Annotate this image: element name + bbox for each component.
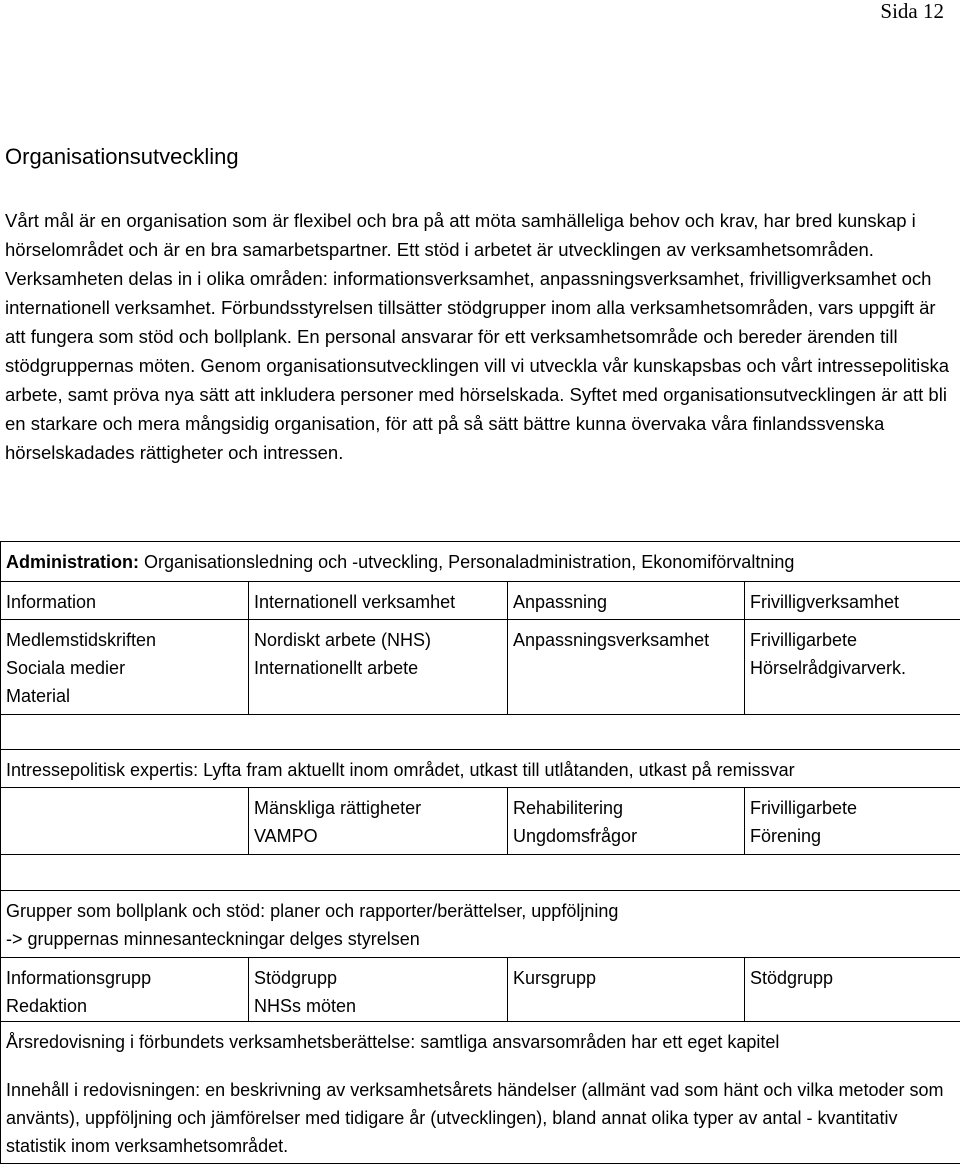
area-content-information — [1, 620, 249, 715]
area-header-adaptation: Anpassning — [508, 582, 745, 620]
list-item: Förening — [750, 826, 822, 846]
admin-text: Organisationsledning och -utveckling, Personaladministration, Ekonomiförvaltning — [139, 552, 795, 572]
area-header-international: Internationell verksamhet — [249, 582, 508, 620]
list-item: Hörselrådgivarverk. — [750, 658, 907, 678]
area-content-volunteer — [745, 620, 960, 715]
spacer-cell — [1, 715, 960, 750]
groups-content-volunteer — [745, 958, 960, 1022]
groups-content-information — [1, 958, 249, 1022]
list-item: Frivilligarbete — [750, 630, 858, 650]
list-item: Internationellt arbete — [254, 658, 419, 678]
groups-row — [1, 891, 960, 958]
groups-text-line: Grupper som bollplank och stöd: planer och rapporter/berättelser, uppföljning — [6, 901, 619, 921]
expertise-cell: Intressepolitisk expertis: Lyfta fram aktuellt inom området, utkast till utlåtanden, utkast på remissvar — [1, 750, 960, 788]
area-header-volunteer: Frivilligverksamhet — [745, 582, 960, 620]
admin-label: Administration: — [6, 552, 139, 572]
admin-row — [1, 542, 960, 582]
list-item: Kursgrupp — [513, 968, 597, 988]
groups-cell — [1, 891, 960, 958]
expertise-content-volunteer — [745, 788, 960, 855]
list-item: VAMPO — [254, 826, 318, 846]
groups-text-line: -> gruppernas minnesanteckningar delges styrelsen — [6, 929, 420, 949]
section-heading: Organisationsutveckling — [5, 144, 239, 169]
expertise-content-empty — [1, 788, 249, 855]
expertise-row — [1, 750, 960, 788]
list-item: NHSs möten — [254, 996, 357, 1016]
list-item: Stödgrupp — [750, 968, 834, 988]
report-row — [1, 1022, 960, 1164]
spacer-cell — [1, 855, 960, 891]
list-item: Rehabilitering — [513, 798, 624, 818]
report-text-1: Årsredovisning i förbundets verksamhetsberättelse: samtliga ansvarsområden har ett eget kapitel — [6, 1032, 780, 1052]
list-item: Nordiskt arbete (NHS) — [254, 630, 432, 650]
area-content-adaptation — [508, 620, 745, 715]
area-content-row — [1, 620, 960, 715]
report-text-2: Innehåll i redovisningen: en beskrivning av verksamhetsårets händelser (allmänt vad som hänt och vilka metoder som använts), uppföljning och jämförelser med tidigare år (utvecklingen), bland annat olika typer av antal - kvantitativ statistik inom verksamhetsområdet. — [6, 1080, 944, 1156]
groups-content-international — [249, 958, 508, 1022]
groups-content-row — [1, 958, 960, 1022]
expertise-content-adaptation — [508, 788, 745, 855]
list-item: Material — [6, 686, 71, 706]
spacer-row — [1, 855, 960, 891]
area-header-row — [1, 582, 960, 620]
intro-paragraph: Vårt mål är en organisation som är flexibel och bra på att möta samhälleliga behov och krav, har bred kunskap i hörselområdet och är en bra samarbetspartner. Ett stöd i arbetet är utvecklingen av verksamhetsområden. Verksamheten delas in i olika områden: informationsverksamhet, anpassningsverksamhet, frivilligverksamhet och internationell verksamhet. Förbundsstyrelsen tillsätter stödgrupper inom alla verksamhetsområden, vars uppgift är att fungera som stöd och bollplank. En personal ansvarar för ett verksamhetsområde och bereder ärenden till stödgruppernas möten. Genom organisationsutvecklingen vill vi utveckla vår kunskapsbas och vårt intressepolitiska arbete, samt pröva nya sätt att inkludera personer med hörselskada. Syftet med organisationsutvecklingen är att bli en starkare och mera mångsidig organisation, för att på så sätt bättre kunna övervaka våra finlandssvenska hörselskadades rättigheter och intressen. — [5, 210, 949, 463]
area-content-international — [249, 620, 508, 715]
area-header-information: Information — [1, 582, 249, 620]
list-item: Anpassningsverksamhet — [513, 630, 710, 650]
report-cell — [1, 1022, 960, 1164]
expertise-content-row — [1, 788, 960, 855]
spacer-row — [1, 715, 960, 750]
expertise-content-international — [249, 788, 508, 855]
list-item: Ungdomsfrågor — [513, 826, 638, 846]
groups-content-adaptation — [508, 958, 745, 1022]
admin-cell — [1, 542, 960, 582]
page-number: Sida 12 — [880, 0, 944, 23]
list-item: Frivilligarbete — [750, 798, 858, 818]
list-item: Stödgrupp — [254, 968, 338, 988]
list-item: Medlemstidskriften — [6, 630, 157, 650]
list-item: Mänskliga rättigheter — [254, 798, 422, 818]
organisation-table — [0, 541, 960, 1164]
list-item: Sociala medier — [6, 658, 126, 678]
list-item: Informationsgrupp — [6, 968, 152, 988]
list-item: Redaktion — [6, 996, 88, 1016]
